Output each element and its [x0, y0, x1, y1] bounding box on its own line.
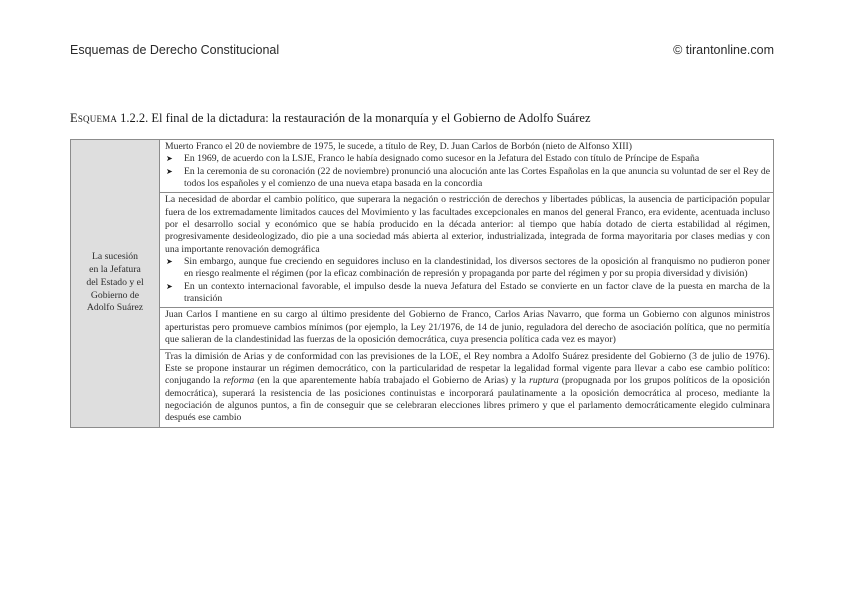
term-ruptura: ruptura: [529, 375, 559, 387]
row-political-change: [160, 193, 774, 308]
side-label-cell: [71, 140, 160, 428]
scheme-title: [70, 111, 790, 126]
bullet-text: En un contexto internacional favorable, el impulso desde la nueva Jefatura del Estado se convierte en un factor clave de la puesta en marcha de la transición: [184, 280, 770, 305]
arrow-bullet-icon: ➤: [166, 166, 173, 176]
bullet-item: [165, 281, 770, 306]
side-label-line: Adolfo Suárez: [86, 302, 144, 314]
book-title: Esquemas de Derecho Constitucional: [70, 43, 280, 57]
bullet-item: [165, 166, 770, 191]
bullet-text: En la ceremonia de su coronación (22 de noviembre) pronunció una alocución ante las Cortes Españolas en la que anuncia su voluntad de ser el Rey de todos los españoles y el comienzo de una nueva etapa basada en la concordia: [184, 165, 770, 190]
row-text: La necesidad de abordar el cambio político, que superara la negación o restricción de derechos y libertades públicas, la ausencia de participación popular fuera de los extremadamente limitados cauces del Movimiento y las facultades excepcionales en manos del general Franco, era evidente, acentuada incluso por el desarrollo social y económico que se había producido en la década anterior: al tiempo que había dotado de cierta estabilidad al régimen, progresivamente desideologizado, dio pie a una sociedad más abierta al exterior, industrializada, integrada de forma mayoritaria por clases medias y con una importante renovación demográfica: [165, 194, 770, 255]
row-arias-government: [160, 308, 774, 349]
page-header: [70, 43, 774, 59]
term-reforma: reforma: [223, 375, 255, 387]
side-label-line: La sucesión: [91, 251, 138, 263]
copyright-site: © tirantonline.com: [673, 43, 774, 57]
bullet-item: [165, 153, 770, 165]
scheme-table: [70, 139, 774, 428]
scheme-number: 1.2.2.: [120, 111, 149, 125]
side-label-line: Gobierno de: [90, 289, 140, 301]
row-text: Juan Carlos I mantiene en su cargo al último presidente del Gobierno de Franco, Carlos Arias Navarro, que forma un Gobierno con algunos ministros aperturistas pero promueve cambios mínimos (por ejemplo, la Ley 21/1976, de 14 de junio, reguladora del derecho de asociación política, que no permitía que salieran de la clandestinidad las fuerzas de la oposición democrática, cuya presencia política cada vez es mayor): [165, 309, 770, 346]
text-segment: (en la que aparentemente había trabajado el Gobierno de Arias) y la: [254, 375, 530, 387]
bullet-text: En 1969, de acuerdo con la LSJE, Franco le había designado como sucesor en la Jefatura del Estado con título de Príncipe de España: [184, 153, 700, 165]
scheme-title-text: El final de la dictadura: la restauración de la monarquía y el Gobierno de Adolfo Suárez: [151, 111, 591, 125]
bullet-text: Sin embargo, aunque fue creciendo en seguidores incluso en la clandestinidad, los diversos sectores de la oposición al franquismo no pudieron poner en riesgo realmente el régimen (por la eficaz combinación de represión y propaganda por parte del régimen y por su propia diversidad y división): [184, 256, 770, 280]
scheme-label: Esquema: [70, 111, 118, 125]
row-suarez-government: [160, 349, 774, 427]
row-succession: [160, 140, 774, 193]
side-label-line: del Estado y el: [86, 276, 144, 288]
row-text: [165, 351, 770, 425]
arrow-bullet-icon: ➤: [166, 281, 173, 291]
text-segment: Tras la dimisión de Arias y de conformidad con las previsiones de la LOE, el Rey nombra a Adolfo Suárez presidente del Gobierno (3 de julio de 1976). Este se propone instaurar un régimen democrático, con la particularidad de respetar la legalidad formal vigente para llevar a cabo ese cambio político: conjugando la: [165, 350, 770, 387]
row-text: Muerto Franco el 20 de noviembre de 1975, le sucede, a título de Rey, D. Juan Carlos de Borbón (nieto de Alfonso XIII): [165, 141, 632, 152]
bullet-item: [165, 256, 770, 281]
side-label-line: en la Jefatura: [89, 264, 141, 276]
text-segment: (propugnada por los grupos políticos de la oposición democrática), superará la resistencia de las posiciones continuistas e incorporará paulatinamente a la oposición democrática al proceso, mediante la negociación de algunos puntos, a fin de conseguir que se celebraran elecciones libres primero y que el parlamento democráticamente elegido culminara después ese cambio: [165, 375, 770, 424]
arrow-bullet-icon: ➤: [166, 154, 173, 164]
arrow-bullet-icon: ➤: [166, 257, 173, 267]
